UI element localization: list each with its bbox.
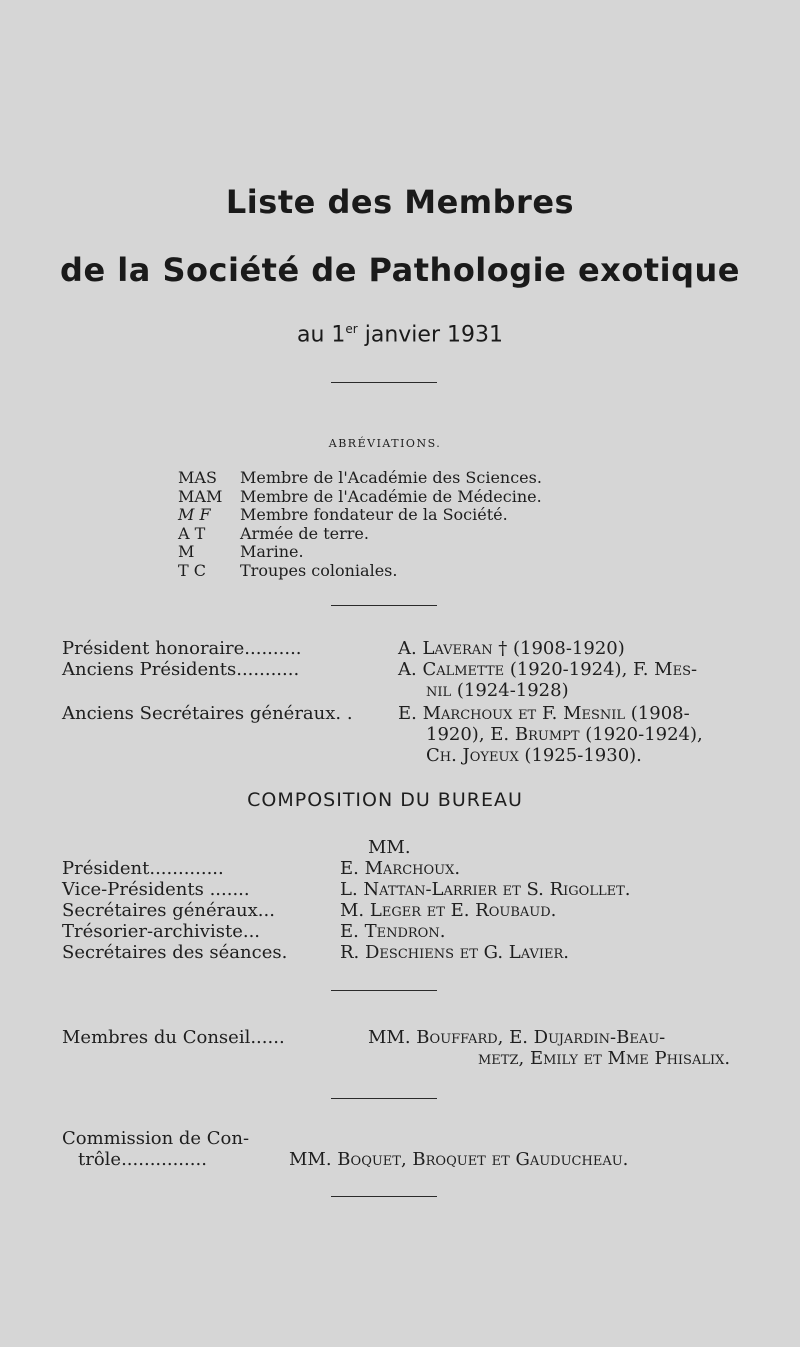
bureau-name: M. Leger et E. Roubaud. [340, 900, 557, 921]
abbreviation-row [178, 506, 542, 525]
abbreviation-code: MAS [178, 468, 217, 487]
title-date [0, 322, 800, 347]
honorary-president-value: A. Laveran † (1908-1920) [398, 638, 625, 659]
bureau-name: L. Nattan-Larrier et S. Rigollet. [340, 879, 631, 900]
title-line-2: de la Société de Pathologie exotique [60, 251, 740, 289]
bureau-name: E. Tendron. [340, 921, 446, 942]
former-presidents-label: Anciens Présidents........... [62, 659, 300, 680]
bureau-section [0, 837, 800, 962]
divider-rule [331, 605, 437, 606]
divider-rule [331, 382, 437, 383]
abbreviation-code: A T [178, 523, 206, 543]
divider-rule [331, 1098, 437, 1099]
presidents-section [0, 638, 800, 768]
title-line-1: Liste des Membres [225, 183, 575, 221]
abbreviation-text: Troupes coloniales. [240, 560, 398, 580]
former-secretaries-value-1: E. Marchoux et F. Mesnil (1908- [398, 703, 690, 724]
former-presidents-value-1: A. Calmette (1920-1924), F. Mes- [398, 659, 698, 680]
abbreviation-text: Membre fondateur de la Société. [240, 505, 508, 524]
divider-rule [331, 1196, 437, 1197]
control-label-1: Commission de Con- [62, 1128, 250, 1149]
council-section [0, 1027, 800, 1072]
bureau-heading: COMPOSITION DU BUREAU [247, 789, 523, 811]
control-section [0, 1128, 800, 1173]
abbreviation-code: MAM [178, 486, 223, 506]
abbreviation-text: Membre de l'Académie des Sciences. [240, 468, 542, 487]
abbreviation-code: M F [178, 505, 211, 524]
abbreviation-row [178, 488, 542, 507]
date-prefix: au 1 [297, 322, 346, 348]
bureau-role: Secrétaires des séances. [62, 942, 288, 963]
bureau-role: Vice-Présidents ....... [62, 879, 250, 900]
abbreviation-row [178, 469, 542, 488]
council-label: Membres du Conseil...... [62, 1027, 285, 1048]
control-label-2: trôle............... [78, 1149, 207, 1170]
abbreviation-code: T C [178, 560, 206, 580]
date-superscript: er [345, 322, 358, 336]
abbreviation-row [178, 562, 542, 581]
abbreviation-code: M [178, 542, 195, 561]
council-value-2: metz, Emily et Mme Phisalix. [478, 1048, 731, 1069]
control-value: MM. Boquet, Broquet et Gauducheau. [289, 1149, 629, 1170]
abbreviation-row [178, 543, 542, 562]
former-secretaries-value-2: 1920), E. Brumpt (1920-1924), [426, 724, 703, 745]
bureau-role: Secrétaires généraux... [62, 900, 275, 921]
bureau-role: Président............. [62, 858, 224, 879]
bureau-name: R. Deschiens et G. Lavier. [340, 942, 570, 963]
abbreviation-text: Armée de terre. [240, 523, 369, 543]
date-suffix: janvier 1931 [357, 322, 503, 348]
abbreviations-list [178, 469, 542, 580]
former-secretaries-value-3: Ch. Joyeux (1925-1930). [426, 745, 642, 766]
former-secretaries-label: Anciens Secrétaires généraux. . [62, 703, 353, 724]
abbreviation-row [178, 525, 542, 544]
council-value-1: MM. Bouffard, E. Dujardin-Beau- [368, 1027, 666, 1048]
bureau-mm: MM. [368, 837, 411, 858]
bureau-role: Trésorier-archiviste... [62, 921, 261, 942]
divider-rule [331, 990, 437, 991]
honorary-president-label: Président honoraire.......... [62, 638, 302, 659]
abbreviation-text: Membre de l'Académie de Médecine. [240, 486, 542, 506]
abbreviation-text: Marine. [240, 542, 304, 561]
abbreviations-heading: ABRÉVIATIONS. [328, 437, 442, 450]
bureau-name: E. Marchoux. [340, 858, 461, 879]
former-presidents-value-2: nil (1924-1928) [426, 680, 569, 701]
